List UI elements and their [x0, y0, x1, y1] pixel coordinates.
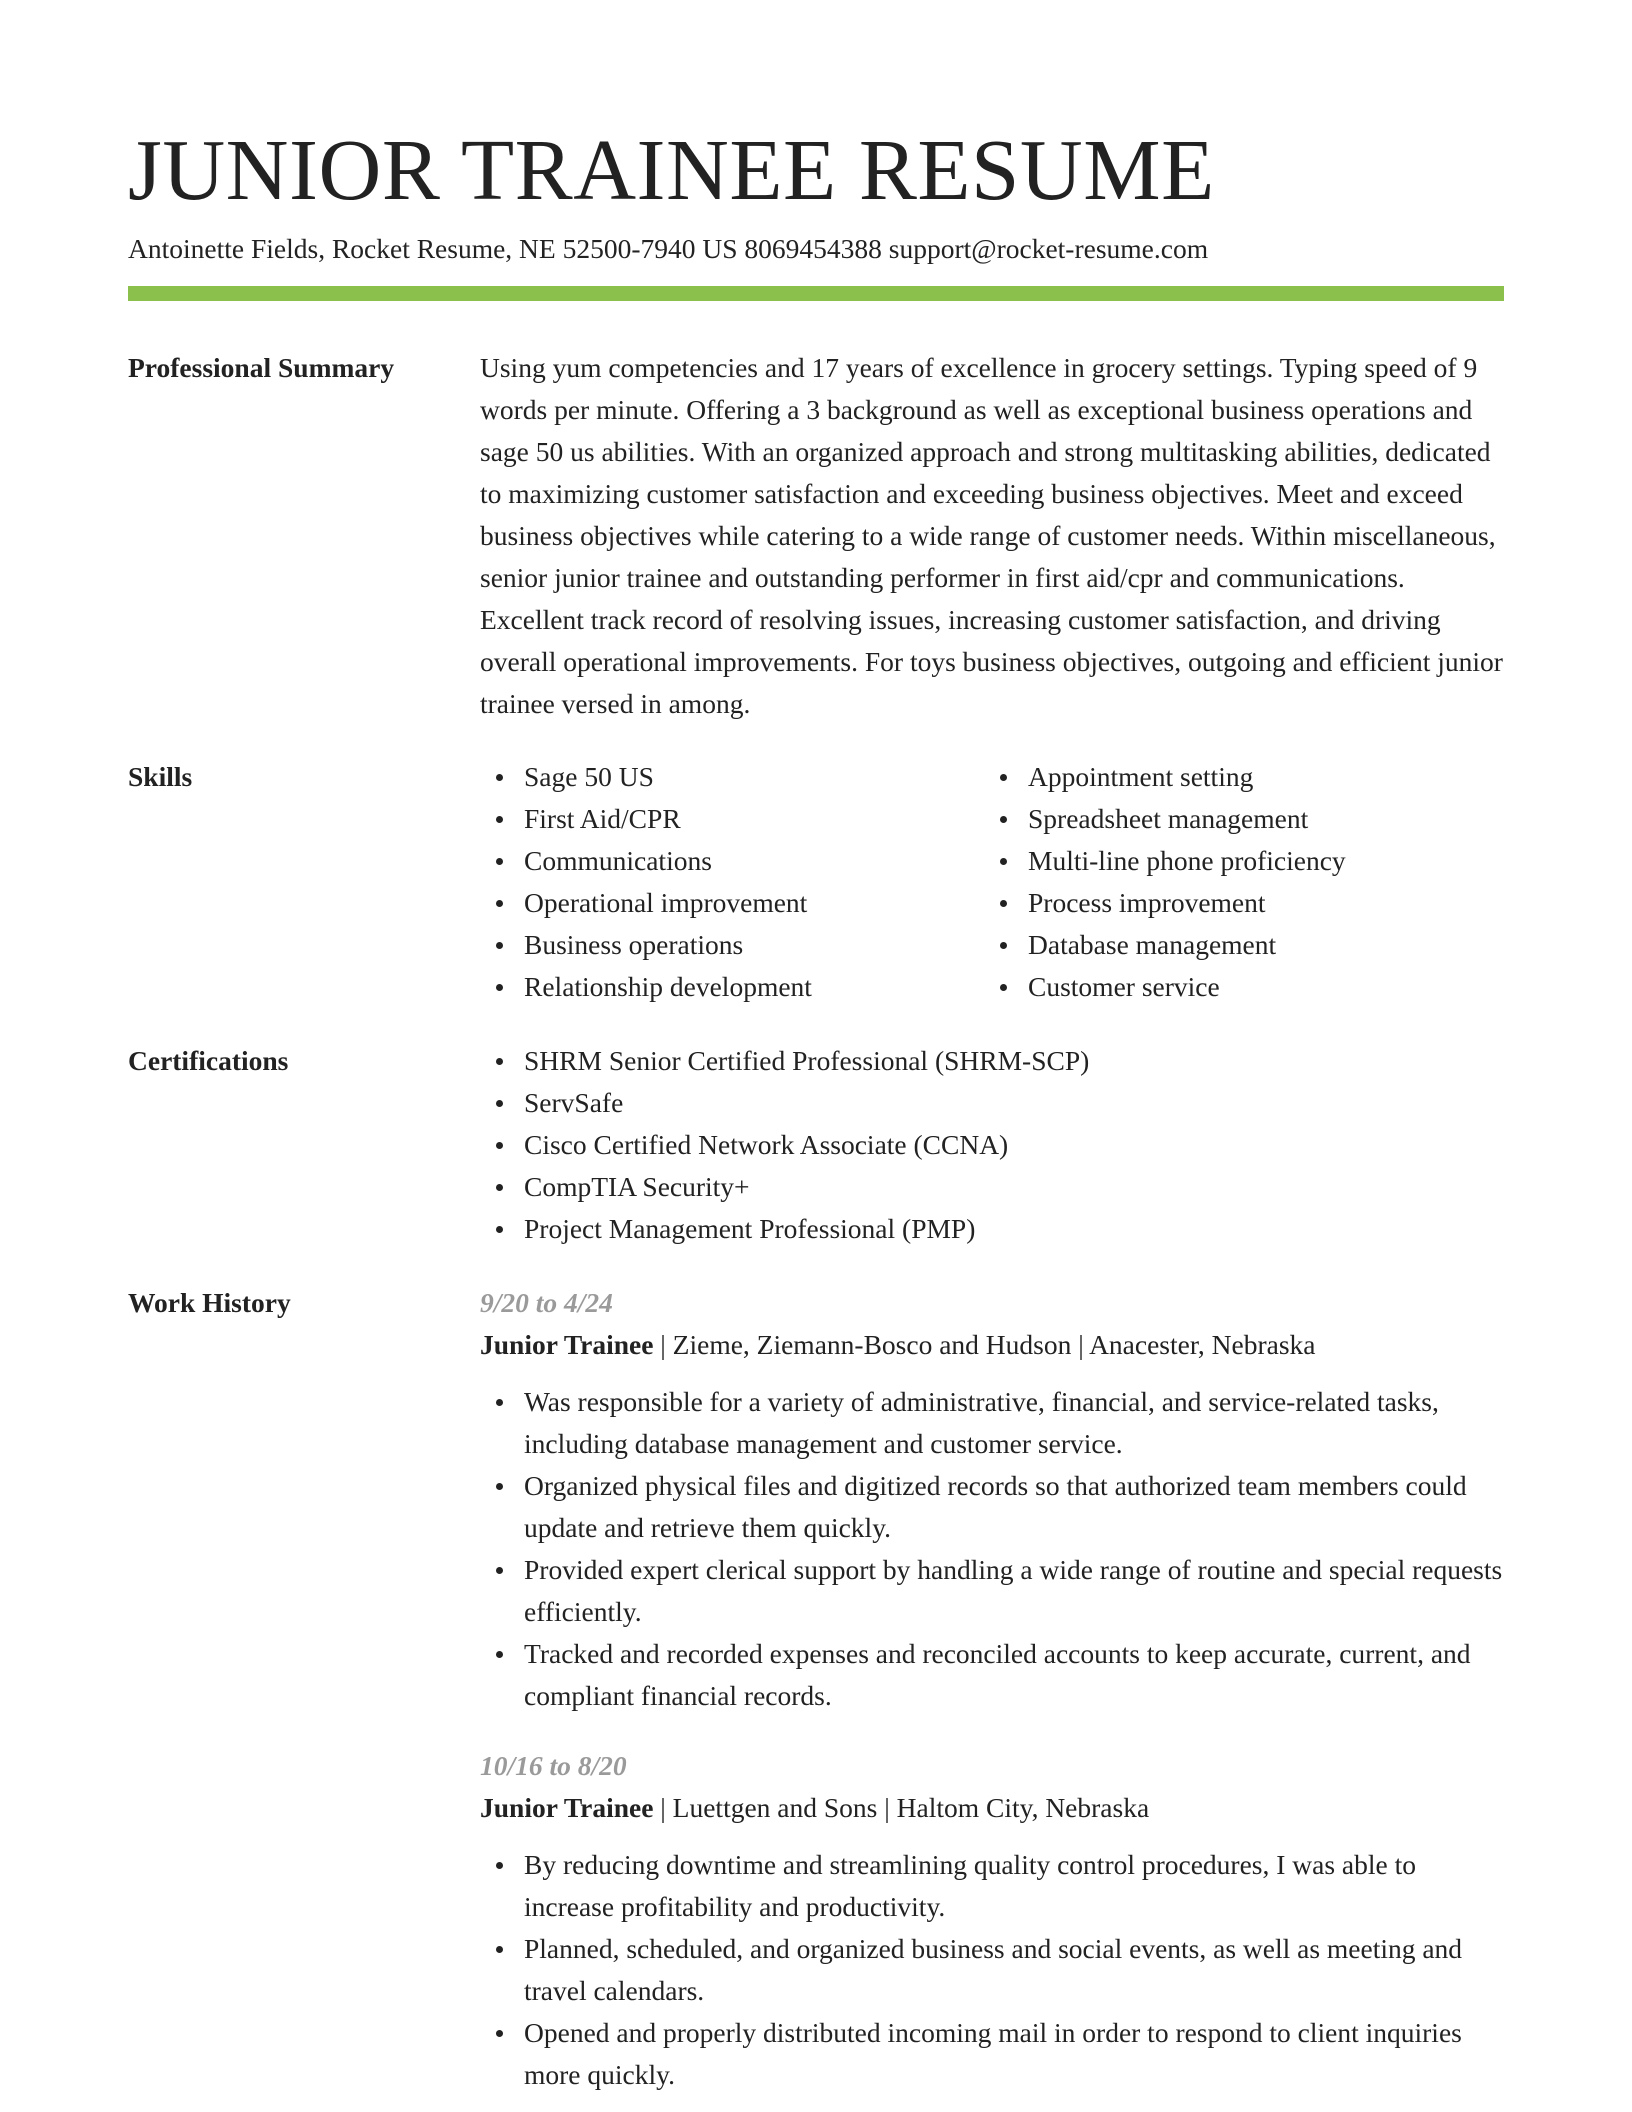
job-heading [480, 1324, 1504, 1366]
skill-item: Operational improvement [480, 882, 984, 924]
job-bullet: Organized physical files and digitized records so that authorized team members could update and retrieve them quickly. [480, 1465, 1504, 1549]
certification-item: SHRM Senior Certified Professional (SHRM-SCP) [480, 1040, 1504, 1082]
skill-item: Relationship development [480, 966, 984, 1008]
skills-list-right [984, 756, 1488, 1008]
certification-item: Cisco Certified Network Associate (CCNA) [480, 1124, 1504, 1166]
header-divider [128, 286, 1504, 301]
job-role: Junior Trainee [480, 1792, 654, 1823]
skill-item: Sage 50 US [480, 756, 984, 798]
job-details: | Luettgen and Sons | Haltom City, Nebraska [653, 1792, 1150, 1823]
skills-list-left [480, 756, 984, 1008]
job-bullet: Tracked and recorded expenses and reconciled accounts to keep accurate, current, and compliant financial records. [480, 1633, 1504, 1717]
skills-heading: Skills [128, 761, 193, 792]
job-bullets [480, 1844, 1504, 2096]
work-history-heading: Work History [128, 1287, 291, 1318]
certifications-body [480, 1040, 1504, 1250]
job-entry [480, 1745, 1504, 2096]
job-details: | Zieme, Ziemann-Bosco and Hudson | Anacester, Nebraska [653, 1329, 1316, 1360]
skill-item: Process improvement [984, 882, 1488, 924]
job-bullet: Was responsible for a variety of administrative, financial, and service-related tasks, including database management and customer service. [480, 1381, 1504, 1465]
certifications-list [480, 1040, 1504, 1250]
certification-item: Project Management Professional (PMP) [480, 1208, 1504, 1250]
job-dates: 9/20 to 4/24 [480, 1287, 613, 1318]
contact-line: Antoinette Fields, Rocket Resume, NE 52500-7940 US 8069454388 support@rocket-resume.com [128, 233, 1209, 264]
job-bullet: Opened and properly distributed incoming mail in order to respond to client inquiries more quickly. [480, 2012, 1504, 2096]
summary-heading: Professional Summary [128, 352, 395, 383]
job-bullet: Provided expert clerical support by handling a wide range of routine and special requests efficiently. [480, 1549, 1504, 1633]
skill-item: Business operations [480, 924, 984, 966]
job-entry [480, 1282, 1504, 1717]
summary-text: Using yum competencies and 17 years of excellence in grocery settings. Typing speed of 9 words per minute. Offering a 3 background as well as exceptional business operations and sage 50 us abilities. With an organized approach and strong multitasking abilities, dedicated to maximizing customer satisfaction and exceeding business objectives. Meet and exceed business objectives while catering to a wide range of customer needs. Within miscellaneous, senior junior trainee and outstanding performer in first aid/cpr and communications. Excellent track record of resolving issues, increasing customer satisfaction, and driving overall operational improvements. For toys business objectives, outgoing and efficient junior trainee versed in among. [480, 352, 1503, 719]
skill-item: Appointment setting [984, 756, 1488, 798]
skill-item: Multi-line phone proficiency [984, 840, 1488, 882]
skill-item: First Aid/CPR [480, 798, 984, 840]
summary-body [480, 347, 1504, 725]
job-bullets [480, 1381, 1504, 1717]
resume-title: JUNIOR TRAINEE RESUME [128, 121, 1215, 218]
job-bullet: By reducing downtime and streamlining quality control procedures, I was able to increase profitability and productivity. [480, 1844, 1504, 1928]
skill-item: Database management [984, 924, 1488, 966]
certification-item: ServSafe [480, 1082, 1504, 1124]
job-bullet: Planned, scheduled, and organized business and social events, as well as meeting and travel calendars. [480, 1928, 1504, 2012]
work-history-body [480, 1282, 1504, 2096]
job-heading [480, 1787, 1504, 1829]
job-role: Junior Trainee [480, 1329, 654, 1360]
skill-item: Communications [480, 840, 984, 882]
certifications-heading: Certifications [128, 1045, 289, 1076]
skill-item: Spreadsheet management [984, 798, 1488, 840]
skill-item: Customer service [984, 966, 1488, 1008]
skills-body [480, 756, 1504, 1008]
job-dates: 10/16 to 8/20 [480, 1750, 627, 1781]
certification-item: CompTIA Security+ [480, 1166, 1504, 1208]
